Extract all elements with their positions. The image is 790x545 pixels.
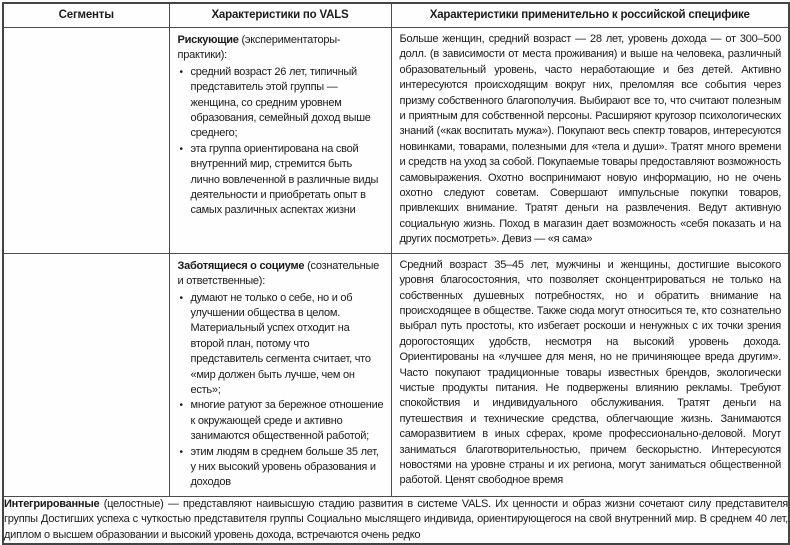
- list-item: [178, 291, 384, 399]
- header-row: [3, 3, 789, 28]
- russian-cell-riskers: [391, 28, 789, 254]
- bullet-text: средний возраст 26 лет, типичный представитель этой группы — женщина, со средним уровнем образования, семейный доход выше среднего;: [190, 65, 371, 140]
- column-header-segments: Сегменты: [3, 3, 169, 28]
- bullet-icon: •: [179, 400, 183, 412]
- bullet-text: думают не только о себе, но и об улучшении общества в целом. Материальный успех отходит на второй план, потому что представитель сегмента считает, что «мир должен быть лучше, чем он есть»;: [190, 291, 371, 396]
- bullet-icon: •: [179, 292, 183, 304]
- segment-description-text: (целостные) — представляют наивысшую стадию развития в системе VALS. Их ценности и образ жизни сочетают силу представителя группы Достигших успеха с чуткостью представителя группы Социально мыслящего индивида, ориентирующегося на свой внутренний мир. В среднем 40 лет, диплом о высшем образовании и высокий уровень дохода, встречаются очень редко: [4, 497, 788, 541]
- bullet-icon: •: [179, 66, 183, 78]
- russian-description: Средний возраст 35–45 лет, мужчины и женщины, достигшие высокого уровня благосостояния, что позволяет сконцентрироваться не только на собственных душевных потребностях, но и обратить внимание на происходящее в обществе. Также сюда могут относиться те, кто сознательно выбрал путь простоты, кто избегает роскоши и ненужных с их точки зрения дорогостоящих удобств, несмотря на высокий уровень дохода. Ориентированы на «лучшее для меня, но не причиняющее вреда другим». Часто покупают традиционные товары известных брендов, экологически чистые продукты питания. Не подвержены влиянию рекламы. Требуют спокойствия и индивидуального обслуживания. Тратят деньги на путешествия и технические средства, облегчающие жизнь. Занимаются саморазвитием в иных сферах, кроме профессионально-деловой. Могут заниматься благотворительностью, причем бескорыстно. Интересуются новостями на уровне страны и их региона, могут заниматься общественной работой. Ценят свободное время: [399, 258, 781, 487]
- russian-description: Больше женщин, средний возраст — 28 лет, уровень дохода — от 300–500 долл. (в зависимости от места проживания) и выше на человека, различный образовательный уровень, часто неработающие и без детей. Активно интересуются происходящим вокруг них, преломляя все события через призму собственного благополучия. Выбирают все то, что считают полезным и приятным для собственной персоны. Расширяют кругозор психологических знаний («как воспитать мужа»). Покупают весь спектр товаров, интересуются новинками, товарами, полезными для «тела и души». Тратят много времени и средств на уход за собой. Покупаемые товары предоставляют возможность самовыражения. Охотно воспринимают новую информацию, но не очень охотно следуют советам. Совершают импульсные покупки товаров, привлекших внимание. Тратят деньги на развлечения. Ведут активную социальную жизнь. Поход в магазин дает возможность «себя показать и на других посмотреть». Девиз — «я сама»: [399, 33, 781, 246]
- table-row-society-minded: [3, 253, 789, 496]
- segment-name: Интегрированные: [4, 497, 100, 510]
- vals-cell-society: [169, 253, 391, 496]
- vals-heading-society: [178, 259, 384, 290]
- bullet-text: эта группа ориентирована на свой внутренний мир, стремится быть лично вовлеченной в различные виды деятельности и приобретать опыт в самых различных аспектах жизни: [190, 142, 379, 217]
- segment-name: Заботящиеся о социуме: [177, 259, 305, 272]
- vals-segments-table: [2, 2, 790, 545]
- column-header-russian: Характеристики применительно к российской специфике: [391, 3, 789, 28]
- integrated-segment-cell: [3, 496, 789, 544]
- list-item: [178, 142, 384, 219]
- list-item: [178, 65, 384, 142]
- vals-cell-riskers: [169, 28, 391, 254]
- bullet-icon: •: [179, 446, 183, 458]
- bullet-text: многие ратуют за бережное отношение к окружающей среде и активно занимаются общественной работой;: [190, 399, 384, 443]
- segment-cell-riskers: [3, 28, 169, 254]
- list-item: [178, 445, 384, 491]
- vals-bullet-list: [178, 291, 384, 491]
- bullet-text: этим людям в среднем больше 35 лет, у них высокий уровень образования и доходов: [190, 445, 379, 489]
- bullet-icon: •: [179, 143, 183, 155]
- footer-row-integrated: [3, 496, 789, 544]
- table-row-riskers: [3, 28, 789, 254]
- segment-qualifier: (сознательные и ответственные):: [177, 259, 380, 288]
- list-item: [178, 398, 384, 444]
- segment-qualifier: (экспериментаторы-практики):: [177, 34, 341, 62]
- segment-cell-society: [3, 253, 169, 496]
- vals-bullet-list: [178, 65, 384, 219]
- column-header-vals: Характеристики по VALS: [169, 3, 391, 28]
- integrated-description: [4, 497, 788, 543]
- russian-cell-society: [391, 253, 789, 496]
- segment-name: Рискующие: [177, 34, 239, 46]
- vals-heading-riskers: [178, 33, 384, 64]
